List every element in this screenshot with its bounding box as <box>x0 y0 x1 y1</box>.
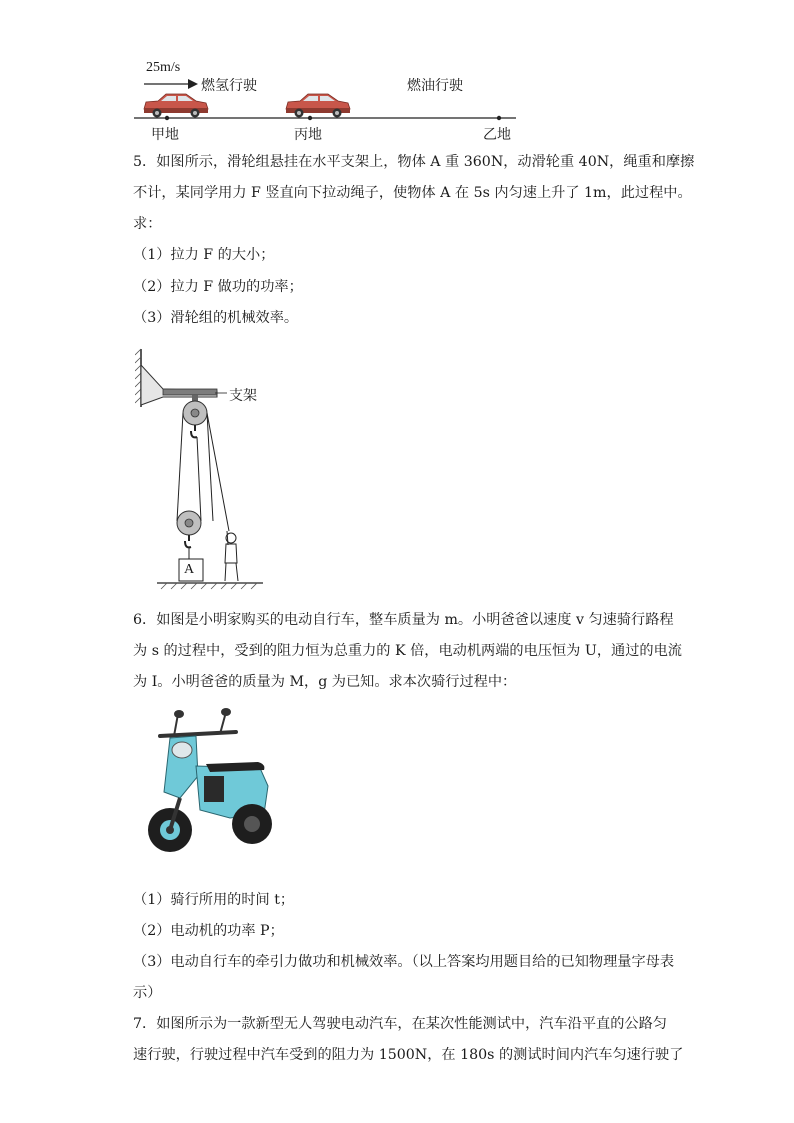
q6-line1: 6．如图是小明家购买的电动自行车，整车质量为 m。小明爸爸以速度 v 匀速骑行路程 <box>133 612 674 628</box>
place-c-label: 乙地 <box>483 127 511 143</box>
place-dot-a <box>165 116 169 120</box>
q6-sub3b: 示） <box>133 985 162 1001</box>
q6-sub2: （2）电动机的功率 P； <box>133 923 284 939</box>
pulley-figure <box>135 345 285 590</box>
car-icon <box>144 94 208 118</box>
q5-line2: 不计，某同学用力 F 竖直向下拉动绳子，使物体 A 在 5s 内匀速上升了 1m，此过程中。 <box>133 185 692 201</box>
place-b-label: 丙地 <box>294 127 322 143</box>
bracket <box>141 365 217 405</box>
bracket-label: 支架 <box>229 388 257 404</box>
q7-line2: 速行驶，行驶过程中汽车受到的阻力为 1500N，在 180s 的测试时间内汽车匀速行驶了 <box>133 1047 684 1063</box>
person-figure <box>225 531 238 581</box>
q6-line2: 为 s 的过程中，受到的阻力恒为总重力的 K 倍，电动机两端的电压恒为 U，通过的电流 <box>133 643 682 659</box>
scooter-figure <box>140 706 280 866</box>
q6-sub1: （1）骑行所用的时间 t； <box>133 892 295 908</box>
q5-sub2: （2）拉力 F 做功的功率； <box>133 279 303 295</box>
q6-sub3a: （3）电动自行车的牵引力做功和机械效率。（以上答案均用题目给的已知物理量字母表 <box>133 954 675 970</box>
speed-label: 25m/s <box>146 60 181 75</box>
q5-sub3: （3）滑轮组的机械效率。 <box>133 310 299 326</box>
place-a-label: 甲地 <box>151 127 179 143</box>
place-dot-c <box>497 116 501 120</box>
q5-line1: 5．如图所示，滑轮组悬挂在水平支架上，物体 A 重 360N，动滑轮重 40N，绳重和摩擦 <box>133 154 695 170</box>
object-a-label: A <box>184 562 195 577</box>
car-road-figure <box>130 55 530 150</box>
q6-line3: 为 I。小明爸爸的质量为 M，g 为已知。求本次骑行过程中： <box>133 674 517 690</box>
q7-line1: 7．如图所示为一款新型无人驾驶电动汽车，在某次性能测试中，汽车沿平直的公路匀 <box>133 1016 667 1032</box>
car-icon <box>286 94 350 118</box>
place-dot-b <box>308 116 312 120</box>
q5-line3: 求： <box>133 216 162 232</box>
q5-sub1: （1）拉力 F 的大小； <box>133 247 275 263</box>
mode-hydrogen-label: 燃氢行驶 <box>201 78 257 94</box>
mode-fuel-label: 燃油行驶 <box>407 78 463 94</box>
